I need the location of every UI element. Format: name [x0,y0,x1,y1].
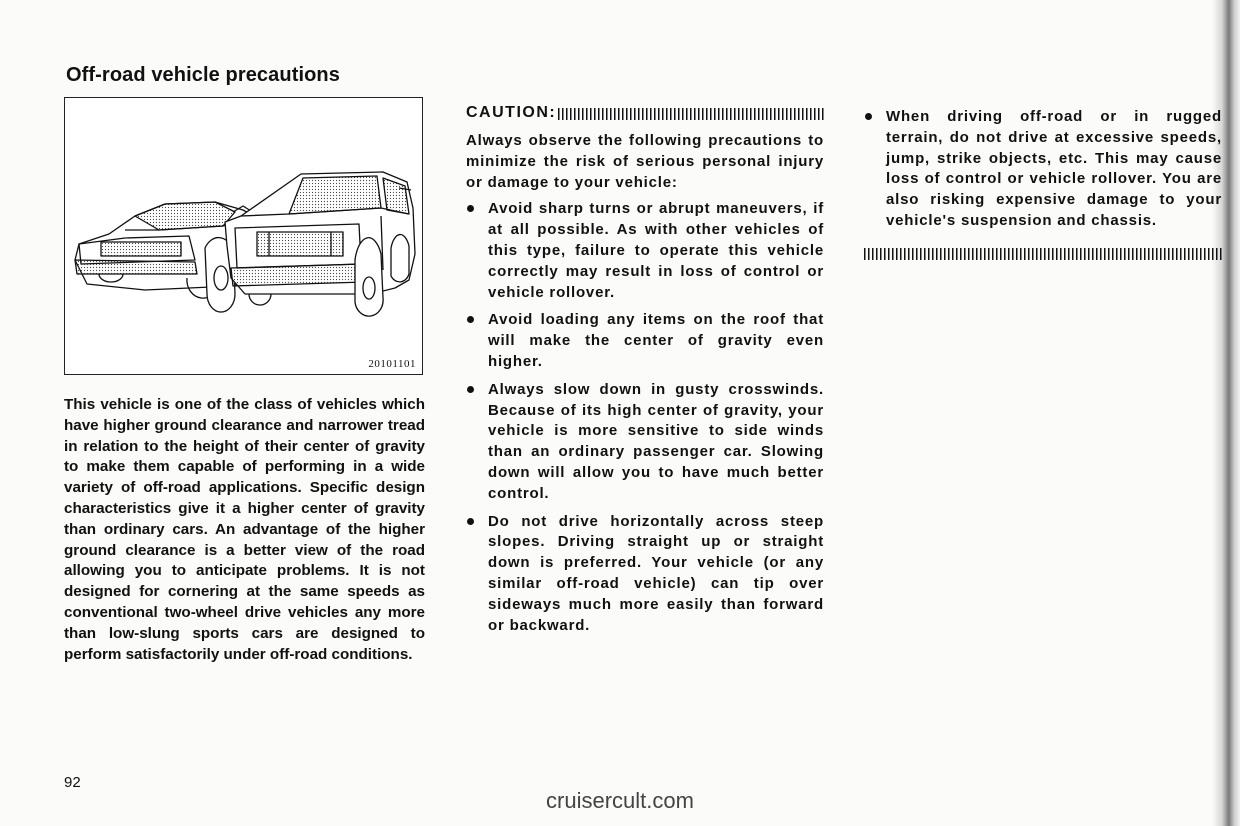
page-title: Off-road vehicle precautions [66,64,340,86]
caution-intro: Always observe the following precautions to minimize the risk of serious personal injury or damage to your vehicle: [466,132,824,191]
caution-bullet [466,512,824,637]
caution-bullet-text: When driving off-road or in rugged terrain, do not drive at excessive speeds, jump, strike objects, etc. This may cause loss of control or vehicle rollover. You are also risking expensive damage to your vehicle's suspension and chassis. [886,108,1222,229]
caution-bullet [466,310,824,372]
intro-paragraph: This vehicle is one of the class of vehicles which have higher ground clearance and narrower tread in relation to the height of their center of gravity to make them capable of performing in a wide variety of off-road applications. Specific design characteristics give it a higher center of gravity than ordinary cars. An advantage of the higher ground clearance is a better view of the road allowing you to anticipate problems. It is not designed for cornering at the same speeds as conventional two-wheel drive vehicles any more than low-slung sports cars are designed to perform satisfactorily under off-road conditions. [64,396,425,663]
bullet-dot-icon [467,518,474,525]
caution-end-divider [864,248,1222,260]
caution-bullet [466,380,824,505]
caution-divider [558,108,824,120]
two-vehicles-illustration-icon [65,98,421,373]
caution-bullet [864,107,1222,232]
caution-header [466,102,824,124]
watermark: cruisercult.com [546,788,694,813]
caution-section [466,102,824,643]
bullet-dot-icon [467,386,474,393]
bullet-dot-icon [865,113,872,120]
bullet-dot-icon [467,205,474,212]
caution-bullet-text: Do not drive horizontally across steep slopes. Driving straight up or straight down is preferred. Your vehicle (or any similar off-road vehicle) can tip over sideways much more easily than forward or backward. [488,512,824,634]
caution-bullet [466,199,824,303]
figure-code: 20101101 [368,358,416,370]
vehicle-illustration-figure [64,97,423,375]
caution-bullet-list [466,199,824,636]
page-number: 92 [64,774,81,791]
caution-label: CAUTION: [466,104,557,121]
caution-bullet-text: Avoid loading any items on the roof that will make the center of gravity even higher. [488,311,824,370]
caution-bullet-text: Avoid sharp turns or abrupt maneuvers, if at all possible. As with other vehicles of this type, failure to operate this vehicle correctly may result in loss of control or vehicle rollover. [488,200,824,301]
caution-bullet-text: Always slow down in gusty crosswinds. Because of its high center of gravity, your vehicle is more sensitive to side winds than an ordinary passenger car. Slowing down will allow you to have much better control. [488,380,824,502]
caution-bullet-list-continued [864,107,1222,232]
bullet-dot-icon [467,316,474,323]
caution-continued-section [864,107,1222,260]
